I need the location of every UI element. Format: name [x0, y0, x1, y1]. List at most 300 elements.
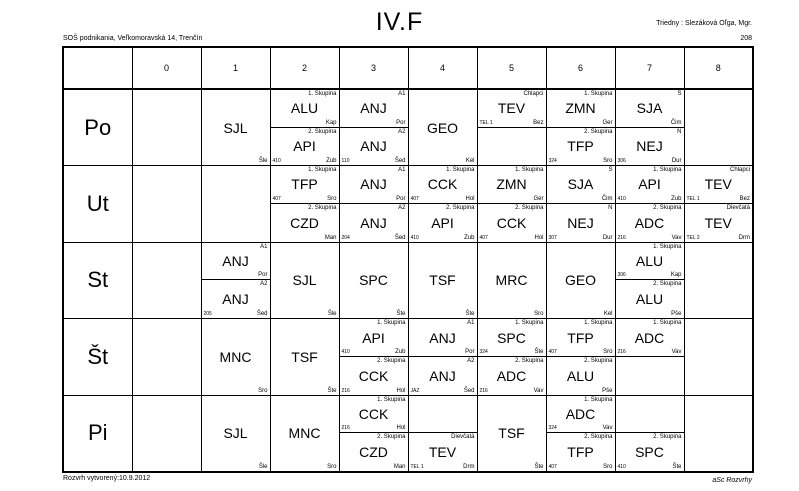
- teacher-abbr: Drm: [738, 234, 750, 241]
- lesson-cell: [132, 242, 201, 319]
- group-label: 1. Skupina: [584, 396, 613, 403]
- group-label: 2. Skupina: [446, 204, 475, 211]
- lesson-cell: [339, 395, 408, 472]
- teacher-abbr: Šed: [394, 158, 406, 165]
- lesson-cell: [270, 395, 339, 472]
- subject-code: ZMN: [565, 100, 596, 117]
- group-label: 1. Skupina: [308, 167, 337, 174]
- period-header-row: [63, 47, 753, 89]
- teacher-abbr: Sro: [603, 158, 613, 165]
- subject-code: ANJ: [360, 138, 387, 155]
- group-label: 1. Skupina: [446, 167, 475, 174]
- group-label: 1. Skupina: [653, 167, 682, 174]
- lesson-cell: [546, 242, 615, 319]
- subject-code: TFP: [567, 329, 594, 346]
- teacher-abbr: Ger: [533, 195, 544, 202]
- group-label: Dievčatá: [451, 434, 475, 441]
- subject-code: ALU: [566, 367, 595, 384]
- room-label: 407: [410, 195, 419, 202]
- room-label: 407: [548, 464, 557, 470]
- lesson-slot-full: [271, 243, 339, 319]
- subject-code: ANJ: [429, 367, 456, 384]
- group-label: 1. Skupina: [515, 167, 544, 174]
- subject-code: ANJ: [360, 214, 387, 231]
- lesson-slot-bot: [547, 357, 615, 395]
- day-row: [63, 166, 753, 243]
- group-label: 2. Skupina: [308, 128, 337, 135]
- subject-code: ANJ: [360, 100, 387, 117]
- room-label: 216: [341, 387, 350, 394]
- group-label: 1. Skupina: [653, 320, 682, 327]
- subject-code: SPC: [635, 444, 664, 461]
- lesson-cell: [546, 89, 615, 166]
- group-label: 1. Skupina: [653, 243, 682, 250]
- lesson-cell: [339, 319, 408, 396]
- subject-code: API: [293, 138, 316, 155]
- teacher-abbr: Šle: [327, 311, 337, 318]
- lesson-cell: [477, 89, 546, 166]
- subject-code: SJA: [567, 176, 594, 193]
- lesson-cell: [684, 166, 753, 243]
- group-label: 2. Skupina: [515, 204, 544, 211]
- teacher-abbr: Šed: [394, 234, 406, 241]
- page-title: IV.F: [375, 8, 424, 36]
- day-label: Pi: [63, 395, 132, 472]
- group-label: 2. Skupina: [515, 358, 544, 365]
- lesson-slot-top: [271, 90, 339, 128]
- subject-code: CZD: [359, 444, 388, 461]
- room-label: 407: [479, 234, 488, 241]
- lesson-slot-top: [616, 319, 684, 357]
- subject-code: GEO: [426, 119, 459, 136]
- day-row: [63, 242, 753, 319]
- subject-code: CCK: [358, 367, 389, 384]
- group-label: 2. Skupina: [377, 434, 406, 441]
- teacher-abbr: Por: [465, 349, 475, 356]
- day-label: Po: [63, 89, 132, 166]
- teacher-abbr: Dur: [671, 158, 682, 165]
- teacher-abbr: Zub: [464, 234, 475, 241]
- lesson-cell: [270, 242, 339, 319]
- lesson-slot-top: [340, 319, 408, 357]
- lesson-cell: [339, 242, 408, 319]
- lesson-slot-top: [340, 396, 408, 434]
- subject-code: ADC: [496, 367, 527, 384]
- subject-code: ADC: [634, 329, 665, 346]
- subject-code: ANJ: [429, 329, 456, 346]
- group-label: 1. Skupina: [584, 320, 613, 327]
- lesson-slot-bot: [409, 433, 477, 471]
- lesson-slot-bot: [547, 433, 615, 471]
- lesson-cell: [684, 89, 753, 166]
- teacher-abbr: Sro: [603, 464, 613, 470]
- group-label: 2. Skupina: [584, 128, 613, 135]
- subject-code: ANJ: [222, 291, 249, 308]
- teacher-abbr: Bez: [739, 195, 750, 202]
- day-row: [63, 319, 753, 396]
- room-label: 110: [341, 158, 350, 165]
- lesson-slot-full: [271, 319, 339, 395]
- teacher-abbr: Hol: [396, 425, 406, 432]
- empty-slot: [616, 396, 684, 434]
- group-label: 2. Skupina: [308, 204, 337, 211]
- lesson-cell: [477, 395, 546, 472]
- room-label: 324: [548, 425, 557, 432]
- lesson-slot-top: [271, 166, 339, 204]
- lesson-cell: [684, 319, 753, 396]
- subject-code: CCK: [496, 214, 527, 231]
- room-label: 324: [479, 349, 488, 356]
- teacher-abbr: Šte: [534, 349, 544, 356]
- lesson-slot-bot: [685, 204, 753, 242]
- lesson-cell: [339, 166, 408, 243]
- room-label: 407: [272, 195, 281, 202]
- created-date: Rozvrh vytvorený:10.9.2012: [63, 475, 151, 482]
- subject-code: TSF: [498, 425, 525, 442]
- room-label: 306: [617, 158, 626, 165]
- lesson-slot-top: [409, 166, 477, 204]
- lesson-slot-full: [202, 396, 270, 471]
- teacher-abbr: Hol: [465, 195, 475, 202]
- lesson-slot-bot: [340, 128, 408, 166]
- lesson-slot-bot: [409, 204, 477, 242]
- lesson-cell: [477, 166, 546, 243]
- group-label: 2. Skupina: [584, 358, 613, 365]
- teacher-abbr: Zub: [395, 349, 406, 356]
- lesson-cell: [408, 395, 477, 472]
- period-header: 3: [339, 47, 408, 89]
- room-label: 410: [617, 464, 626, 470]
- lesson-slot-bot: [616, 280, 684, 318]
- room-label: 205: [203, 311, 212, 318]
- room-label: 216: [341, 425, 350, 432]
- group-label: 1. Skupina: [377, 396, 406, 403]
- lesson-slot-top: [547, 319, 615, 357]
- group-label: 2. Skupina: [653, 281, 682, 288]
- group-label: A1: [398, 91, 406, 97]
- day-row: [63, 395, 753, 472]
- room-label: TEL 1: [410, 464, 424, 470]
- day-label: Št: [63, 319, 132, 396]
- teacher-abbr: Šed: [256, 311, 268, 318]
- room-label: JAZ: [410, 387, 420, 394]
- lesson-slot-bot: [478, 204, 546, 242]
- teacher-abbr: Vav: [533, 387, 544, 394]
- timetable-grid: [62, 46, 754, 473]
- lesson-slot-top: [202, 243, 270, 281]
- room-label: TEL 1: [686, 195, 700, 202]
- school-name: SOŠ podnikania, Veľkomoravská 14, Trenčín: [63, 35, 203, 42]
- subject-code: ALU: [635, 291, 664, 308]
- subject-code: MRC: [495, 272, 528, 289]
- teacher-abbr: Kap: [325, 119, 337, 126]
- subject-code: CZD: [290, 214, 319, 231]
- teacher-abbr: Man: [324, 234, 337, 241]
- teacher-abbr: Čim: [670, 119, 682, 126]
- lesson-cell: [132, 89, 201, 166]
- lesson-slot-bot: [271, 204, 339, 242]
- teacher-abbr: Hol: [534, 234, 544, 241]
- subject-code: TEV: [428, 444, 457, 461]
- lesson-cell: [546, 166, 615, 243]
- lesson-slot-top: [478, 319, 546, 357]
- subject-code: SJA: [636, 100, 663, 117]
- subject-code: TSF: [429, 272, 456, 289]
- lesson-cell: [132, 166, 201, 243]
- lesson-slot-full: [340, 243, 408, 319]
- lesson-cell: [615, 166, 684, 243]
- group-label: A2: [260, 281, 268, 288]
- period-header: 8: [684, 47, 753, 89]
- group-label: A1: [398, 167, 406, 174]
- lesson-slot-top: [340, 90, 408, 128]
- group-label: Š: [677, 91, 682, 97]
- subject-code: TEV: [704, 176, 732, 193]
- period-header: 6: [546, 47, 615, 89]
- lesson-slot-bot: [616, 128, 684, 166]
- teacher-abbr: Vav: [602, 425, 613, 432]
- lesson-slot-bot: [547, 204, 615, 242]
- teacher-abbr: Pše: [671, 311, 682, 318]
- lesson-cell: [615, 319, 684, 396]
- subject-code: SJL: [223, 425, 248, 442]
- teacher-abbr: Zub: [326, 158, 337, 165]
- group-label: A1: [467, 320, 475, 327]
- lesson-cell: [408, 242, 477, 319]
- subject-code: API: [431, 214, 454, 231]
- period-header: 7: [615, 47, 684, 89]
- lesson-slot-top: [478, 166, 546, 204]
- subject-code: ADC: [634, 214, 665, 231]
- group-label: A1: [260, 243, 268, 250]
- teacher-abbr: Por: [396, 119, 406, 126]
- teacher-abbr: Drm: [463, 464, 475, 470]
- lesson-slot-top: [409, 319, 477, 357]
- lesson-slot-full: [478, 243, 546, 319]
- room-label: 324: [548, 158, 557, 165]
- subject-code: GEO: [564, 272, 597, 289]
- lesson-cell: [132, 395, 201, 472]
- lesson-slot-top: [547, 90, 615, 128]
- period-header: 2: [270, 47, 339, 89]
- period-header: 0: [132, 47, 201, 89]
- room-label: 216: [617, 234, 626, 241]
- teacher-abbr: Vav: [671, 349, 682, 356]
- teacher-abbr: Šte: [465, 311, 475, 318]
- subject-code: ANJ: [222, 253, 249, 270]
- subject-code: ALU: [635, 253, 664, 270]
- room-label: 306: [617, 272, 626, 279]
- group-label: Dievčatá: [726, 204, 750, 211]
- lesson-cell: [270, 319, 339, 396]
- subject-code: TFP: [567, 444, 594, 461]
- lesson-slot-full: [478, 396, 546, 471]
- group-label: A2: [398, 128, 406, 135]
- lesson-slot-full: [547, 243, 615, 319]
- lesson-cell: [615, 89, 684, 166]
- subject-code: CCK: [427, 176, 458, 193]
- room-label: TEL 1: [479, 119, 493, 126]
- lesson-cell: [201, 89, 270, 166]
- teacher-abbr: Sro: [534, 311, 544, 318]
- teacher-abbr: Por: [258, 272, 268, 279]
- subject-code: MNC: [219, 349, 252, 366]
- teacher-abbr: Sro: [327, 195, 337, 202]
- empty-slot: [409, 396, 477, 434]
- lesson-slot-full: [202, 319, 270, 395]
- lesson-slot-top: [685, 166, 753, 204]
- subject-code: CCK: [358, 406, 389, 423]
- subject-code: TEV: [704, 214, 732, 231]
- period-header: 4: [408, 47, 477, 89]
- teacher-abbr: Sro: [327, 464, 337, 470]
- subject-code: TFP: [291, 176, 318, 193]
- lesson-slot-top: [616, 166, 684, 204]
- class-teacher: Triedny : Slezáková Oľga, Mgr.: [656, 20, 752, 27]
- lesson-cell: [132, 319, 201, 396]
- lesson-slot-bot: [340, 433, 408, 471]
- group-label: 1. Skupina: [377, 320, 406, 327]
- teacher-abbr: Šte: [534, 464, 544, 470]
- teacher-abbr: Sro: [258, 387, 268, 394]
- subject-code: TEV: [497, 100, 526, 117]
- teacher-abbr: Bez: [533, 119, 544, 126]
- lesson-cell: [615, 395, 684, 472]
- lesson-slot-top: [616, 243, 684, 281]
- lesson-cell: [546, 319, 615, 396]
- group-label: Chlapci: [729, 167, 750, 174]
- day-label: St: [63, 242, 132, 319]
- subject-code: SPC: [497, 329, 526, 346]
- lesson-slot-top: [616, 90, 684, 128]
- lesson-slot-bot: [478, 357, 546, 395]
- room-label: 410: [272, 158, 281, 165]
- lesson-slot-top: [547, 166, 615, 204]
- teacher-abbr: Dur: [602, 234, 613, 241]
- lesson-slot-bot: [616, 433, 684, 471]
- lesson-cell: [201, 395, 270, 472]
- teacher-abbr: Zub: [671, 195, 682, 202]
- teacher-abbr: Kap: [670, 272, 682, 279]
- teacher-abbr: Hol: [396, 387, 406, 394]
- teacher-abbr: Sro: [603, 349, 613, 356]
- lesson-slot-bot: [271, 128, 339, 166]
- teacher-abbr: Šte: [672, 464, 682, 470]
- teacher-abbr: Šed: [463, 387, 475, 394]
- lesson-slot-bot: [202, 280, 270, 318]
- room-label: 307: [548, 234, 557, 241]
- day-label: Ut: [63, 166, 132, 243]
- room-label: 410: [410, 234, 419, 241]
- teacher-abbr: Pše: [602, 387, 613, 394]
- group-label: 1. Skupina: [515, 320, 544, 327]
- lesson-slot-bot: [340, 357, 408, 395]
- lesson-slot-top: [547, 396, 615, 434]
- period-header: 5: [477, 47, 546, 89]
- group-label: 2. Skupina: [653, 204, 682, 211]
- lesson-cell: [684, 395, 753, 472]
- teacher-abbr: Šle: [258, 158, 268, 165]
- subject-code: NEJ: [567, 214, 594, 231]
- subject-code: TFP: [567, 138, 594, 155]
- room-label: 216: [479, 387, 488, 394]
- lesson-cell: [615, 242, 684, 319]
- subject-code: NEJ: [636, 138, 663, 155]
- lesson-slot-bot: [616, 204, 684, 242]
- lesson-slot-full: [202, 90, 270, 165]
- subject-code: ZMN: [496, 176, 527, 193]
- group-label: 2. Skupina: [653, 434, 682, 441]
- teacher-abbr: Ger: [602, 119, 613, 126]
- lesson-slot-top: [340, 166, 408, 204]
- group-label: 2. Skupina: [377, 358, 406, 365]
- room-label: 204: [341, 234, 350, 241]
- teacher-abbr: Man: [393, 464, 406, 470]
- lesson-cell: [270, 89, 339, 166]
- teacher-abbr: Kel: [465, 158, 475, 165]
- lesson-slot-top: [478, 90, 546, 128]
- lesson-cell: [408, 166, 477, 243]
- lesson-cell: [201, 242, 270, 319]
- group-label: Chlapci: [523, 91, 544, 97]
- room-label: 407: [548, 349, 557, 356]
- subject-code: SJL: [292, 272, 317, 289]
- lesson-cell: [270, 166, 339, 243]
- room-label: TEL 2: [686, 234, 700, 241]
- teacher-abbr: Kel: [603, 311, 613, 318]
- subject-code: MNC: [288, 425, 321, 442]
- lesson-cell: [477, 242, 546, 319]
- group-label: 2. Skupina: [584, 434, 613, 441]
- subject-code: ALU: [290, 100, 319, 117]
- subject-code: ANJ: [360, 176, 387, 193]
- lesson-cell: [477, 319, 546, 396]
- subject-code: ADC: [565, 406, 596, 423]
- group-label: A2: [398, 204, 406, 211]
- teacher-abbr: Šle: [258, 464, 268, 470]
- group-label: N: [608, 204, 613, 211]
- lesson-cell: [408, 319, 477, 396]
- group-label: A2: [467, 358, 475, 365]
- day-row: [63, 89, 753, 166]
- subject-code: API: [638, 176, 661, 193]
- lesson-cell: [408, 89, 477, 166]
- room-label: 410: [341, 349, 350, 356]
- teacher-abbr: Čim: [601, 195, 613, 202]
- room-number: 208: [740, 35, 752, 42]
- lesson-slot-full: [271, 396, 339, 471]
- lesson-cell: [339, 89, 408, 166]
- teacher-abbr: Šte: [327, 387, 337, 394]
- corner-cell: [63, 47, 132, 89]
- app-credit: aSc Rozvrhy: [712, 477, 752, 484]
- lesson-slot-bot: [547, 128, 615, 166]
- subject-code: SPC: [359, 272, 388, 289]
- group-label: N: [677, 128, 682, 135]
- lesson-cell: [684, 242, 753, 319]
- teacher-abbr: Šte: [396, 311, 406, 318]
- lesson-slot-full: [409, 243, 477, 319]
- lesson-cell: [201, 166, 270, 243]
- lesson-slot-bot: [340, 204, 408, 242]
- subject-code: API: [362, 329, 385, 346]
- group-label: 1. Skupina: [308, 91, 337, 97]
- lesson-cell: [201, 319, 270, 396]
- period-header: 1: [201, 47, 270, 89]
- subject-code: TSF: [291, 349, 318, 366]
- room-label: 216: [617, 349, 626, 356]
- teacher-abbr: Vav: [671, 234, 682, 241]
